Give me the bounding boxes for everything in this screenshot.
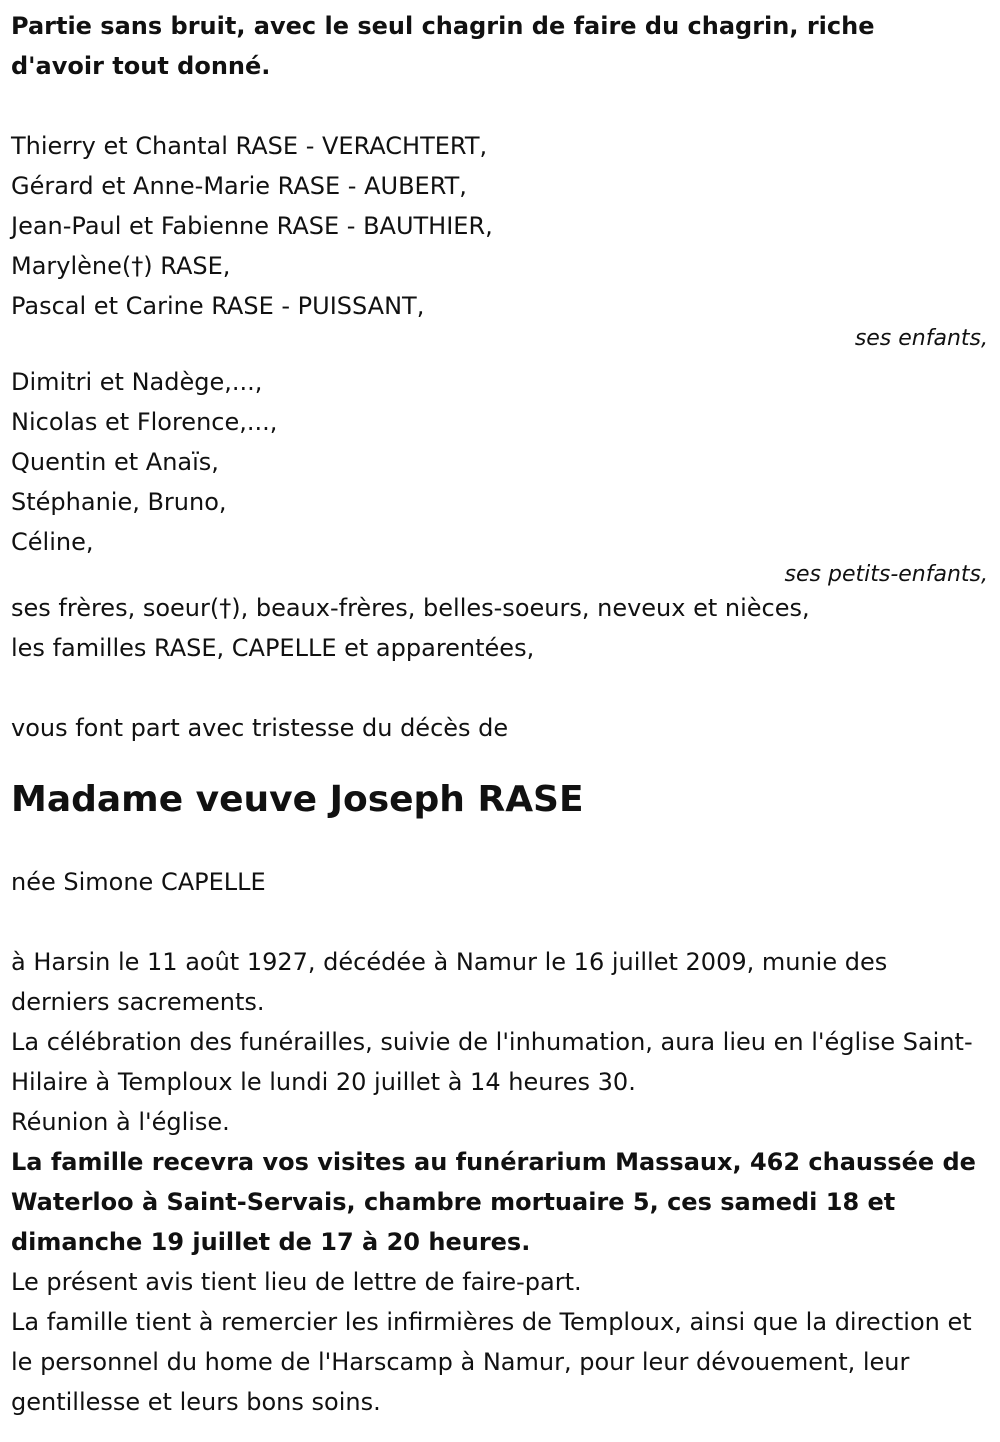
spacer bbox=[11, 902, 988, 942]
grandchild-entry: Stéphanie, Bruno, bbox=[11, 488, 227, 516]
intro-line: Partie sans bruit, avec le seul chagrin de faire du chagrin, riche bbox=[11, 12, 875, 40]
children-list bbox=[11, 126, 988, 326]
child-entry: Pascal et Carine RASE - PUISSANT, bbox=[11, 292, 425, 320]
visits-info: La famille recevra vos visites au funérarium Massaux, 462 chaussée de Waterloo à Saint-Servais, chambre mortuaire 5, ces samedi 18 et dimanche 19 juillet de 17 à 20 heures. bbox=[11, 1148, 976, 1256]
relatives-list bbox=[11, 588, 988, 668]
child-entry: Gérard et Anne-Marie RASE - AUBERT, bbox=[11, 172, 467, 200]
birth-death-info: à Harsin le 11 août 1927, décédée à Namur le 16 juillet 2009, munie des derniers sacrements. bbox=[11, 948, 888, 1016]
grandchild-entry: Nicolas et Florence,..., bbox=[11, 408, 278, 436]
grandchildren-role: ses petits-enfants, bbox=[784, 562, 988, 587]
meeting-info: Réunion à l'église. bbox=[11, 1108, 230, 1136]
child-entry: Marylène(†) RASE, bbox=[11, 252, 231, 280]
spacer bbox=[11, 86, 988, 126]
obituary-page bbox=[0, 6, 1000, 1442]
child-entry: Thierry et Chantal RASE - VERACHTERT, bbox=[11, 132, 488, 160]
grandchild-entry: Quentin et Anaïs, bbox=[11, 448, 219, 476]
child-entry: Jean-Paul et Fabienne RASE - BAUTHIER, bbox=[11, 212, 493, 240]
relatives-entry: ses frères, soeur(†), beaux-frères, belles-soeurs, neveux et nièces, bbox=[11, 594, 810, 622]
thanks-info: La famille tient à remercier les infirmières de Temploux, ainsi que la direction et le personnel du home de l'Harscamp à Namur, pour leur dévouement, leur gentillesse et leurs bons soins. bbox=[11, 1308, 972, 1416]
maiden-name: née Simone CAPELLE bbox=[11, 868, 266, 896]
grandchild-entry: Dimitri et Nadège,..., bbox=[11, 368, 263, 396]
funeral-details bbox=[11, 942, 988, 1422]
notice-info: Le présent avis tient lieu de lettre de faire-part. bbox=[11, 1268, 582, 1296]
spacer bbox=[11, 668, 988, 708]
intro-line: d'avoir tout donné. bbox=[11, 52, 271, 80]
grandchild-entry: Céline, bbox=[11, 528, 94, 556]
intro-quote bbox=[11, 6, 988, 86]
relatives-entry: les familles RASE, CAPELLE et apparentées, bbox=[11, 634, 535, 662]
deceased-name: Madame veuve Joseph RASE bbox=[11, 779, 584, 820]
grandchildren-list bbox=[11, 362, 988, 562]
announcement: vous font part avec tristesse du décès de bbox=[11, 714, 509, 742]
children-role: ses enfants, bbox=[854, 326, 988, 351]
ceremony-info: La célébration des funérailles, suivie de l'inhumation, aura lieu en l'église Saint-Hilaire à Temploux le lundi 20 juillet à 14 heures 30. bbox=[11, 1028, 973, 1096]
